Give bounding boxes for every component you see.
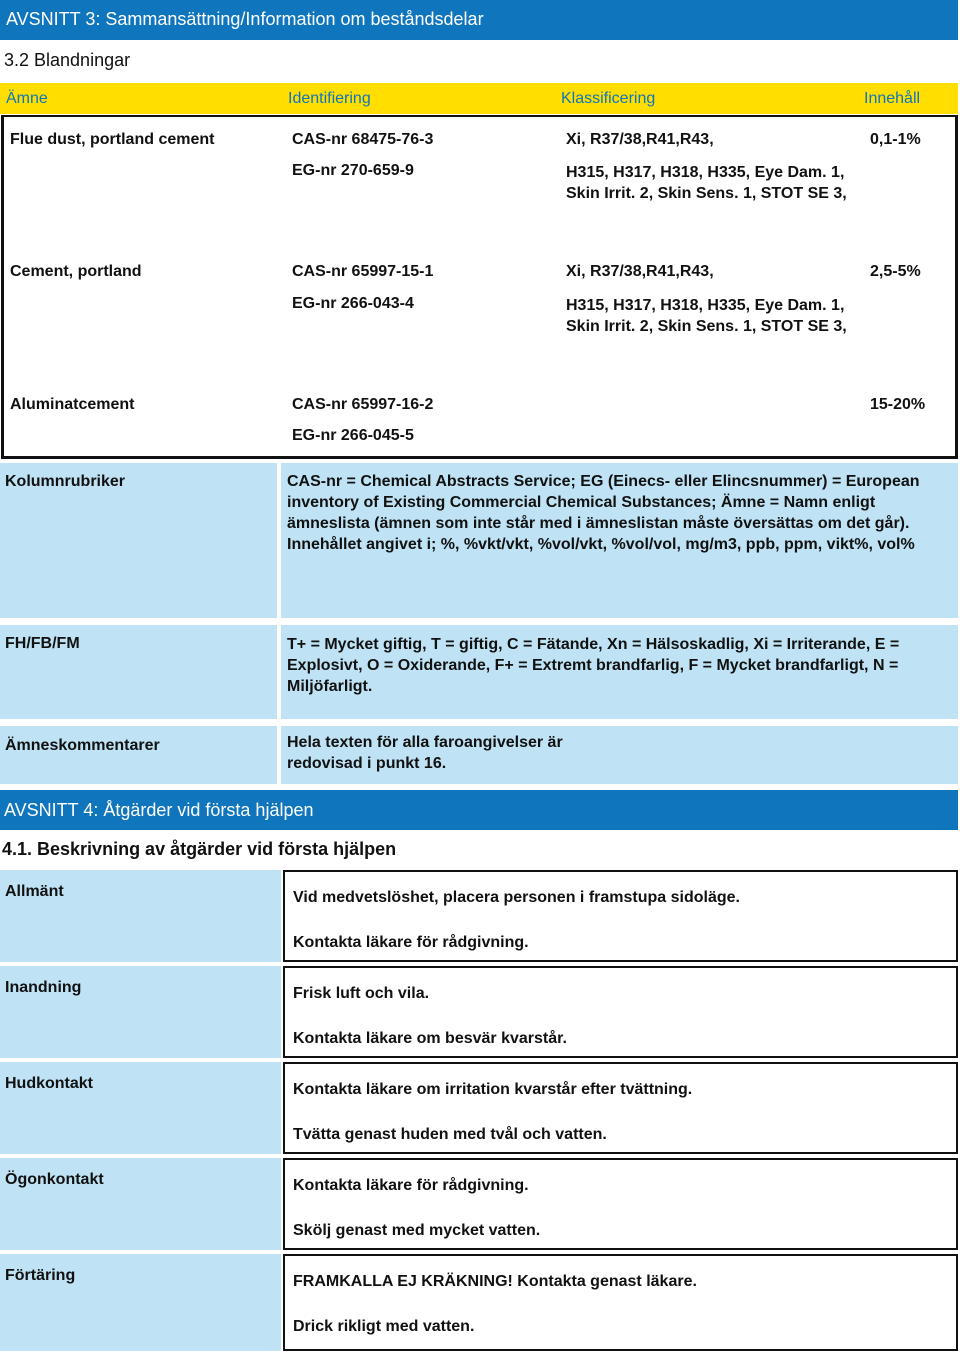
eg-number: EG-nr 266-043-4 — [292, 295, 414, 312]
substance-name: Aluminatcement — [10, 396, 135, 413]
note-text-cell — [281, 625, 958, 719]
first-aid-label: Hudkontakt — [5, 1075, 93, 1092]
substance-name: Cement, portland — [10, 263, 142, 280]
cas-number: CAS-nr 65997-16-2 — [292, 396, 434, 413]
first-aid-label-cell — [0, 1062, 281, 1154]
note-text: Hela texten för alla faroangivelser är redovisad i punkt 16. — [287, 734, 563, 772]
content-range: 15-20% — [870, 396, 926, 413]
first-aid-label-cell — [0, 870, 281, 962]
section4-header: AVSNITT 4: Åtgärder vid första hjälpen — [4, 800, 314, 820]
first-aid-text-cell — [283, 1062, 958, 1154]
note-label-cell — [0, 463, 277, 618]
first-aid-instruction: FRAMKALLA EJ KRÄKNING! Kontakta genast läkare. — [293, 1273, 697, 1290]
section3-header-bar — [0, 0, 958, 40]
first-aid-label-cell — [0, 1158, 281, 1250]
first-aid-instruction: Kontakta läkare för rådgivning. — [293, 1177, 529, 1194]
content-range: 0,1-1% — [870, 131, 921, 148]
cas-number: CAS-nr 68475-76-3 — [292, 131, 434, 148]
first-aid-instruction: Kontakta läkare om irritation kvarstår efter tvättning. — [293, 1081, 693, 1098]
first-aid-text-cell — [283, 1158, 958, 1250]
first-aid-instruction: Vid medvetslöshet, placera personen i framstupa sidoläge. — [293, 889, 740, 906]
note-label: Ämneskommentarer — [5, 737, 160, 754]
first-aid-text-cell — [283, 966, 958, 1058]
note-text: T+ = Mycket giftig, T = giftig, C = Fätande, Xn = Hälsoskadlig, Xi = Irriterande, E = Explosivt, O = Oxiderande, F+ = Extremt brandfarlig, F = Mycket brandfarligt, N = Miljöfarligt. — [287, 636, 900, 695]
column-header-amne: Ämne — [6, 90, 48, 107]
first-aid-label-cell — [0, 1254, 281, 1351]
classification-r: Xi, R37/38,R41,R43, — [566, 131, 714, 148]
section4-header-bar — [0, 790, 958, 830]
section3-subheader: 3.2 Blandningar — [4, 50, 131, 70]
first-aid-instruction: Kontakta läkare om besvär kvarstår. — [293, 1030, 567, 1047]
column-header-klassificering: Klassificering — [561, 90, 656, 107]
note-text: CAS-nr = Chemical Abstracts Service; EG (Einecs- eller Elincsnummer) = European inventory of Existing Commercial Chemical Substances; Ämne = Namn enligt ämneslista (ämnen som inte står med i ämneslistan måste översättas om det går). Innehållet angivet i; %, %vkt/vkt, %vol/vkt, %vol/vol, mg/m3, ppb, ppm, vikt%, vol% — [287, 473, 920, 553]
eg-number: EG-nr 266-045-5 — [292, 427, 414, 444]
substance-name: Flue dust, portland cement — [10, 131, 215, 148]
column-header-innehall: Innehåll — [864, 90, 921, 107]
classification-r: Xi, R37/38,R41,R43, — [566, 263, 714, 280]
first-aid-label: Inandning — [5, 979, 82, 996]
substance-table — [1, 115, 958, 459]
note-label-cell — [0, 726, 277, 784]
section3-header: AVSNITT 3: Sammansättning/Information om beståndsdelar — [6, 9, 484, 29]
note-text-cell — [281, 463, 958, 618]
first-aid-instruction: Kontakta läkare för rådgivning. — [293, 934, 529, 951]
first-aid-instruction: Skölj genast med mycket vatten. — [293, 1222, 541, 1239]
column-header-row — [0, 83, 958, 114]
first-aid-label: Förtäring — [5, 1267, 76, 1284]
note-text-cell — [281, 726, 958, 784]
first-aid-instruction: Drick rikligt med vatten. — [293, 1318, 475, 1335]
classification-h: H315, H317, H318, H335, Eye Dam. 1, Skin Irrit. 2, Skin Sens. 1, STOT SE 3, — [566, 297, 847, 335]
note-label-cell — [0, 625, 277, 719]
eg-number: EG-nr 270-659-9 — [292, 162, 414, 179]
first-aid-text-cell — [283, 1254, 958, 1351]
first-aid-label-cell — [0, 966, 281, 1058]
first-aid-label: Allmänt — [5, 883, 64, 900]
first-aid-instruction: Tvätta genast huden med tvål och vatten. — [293, 1126, 607, 1143]
first-aid-label: Ögonkontakt — [5, 1171, 104, 1188]
first-aid-text-cell — [283, 870, 958, 962]
cas-number: CAS-nr 65997-15-1 — [292, 263, 434, 280]
column-header-identifiering: Identifiering — [288, 90, 371, 107]
note-label: FH/FB/FM — [5, 635, 80, 652]
note-label: Kolumnrubriker — [5, 473, 126, 490]
content-range: 2,5-5% — [870, 263, 921, 280]
first-aid-instruction: Frisk luft och vila. — [293, 985, 430, 1002]
classification-h: H315, H317, H318, H335, Eye Dam. 1, Skin Irrit. 2, Skin Sens. 1, STOT SE 3, — [566, 164, 847, 202]
section4-subheader: 4.1. Beskrivning av åtgärder vid första hjälpen — [2, 839, 397, 859]
